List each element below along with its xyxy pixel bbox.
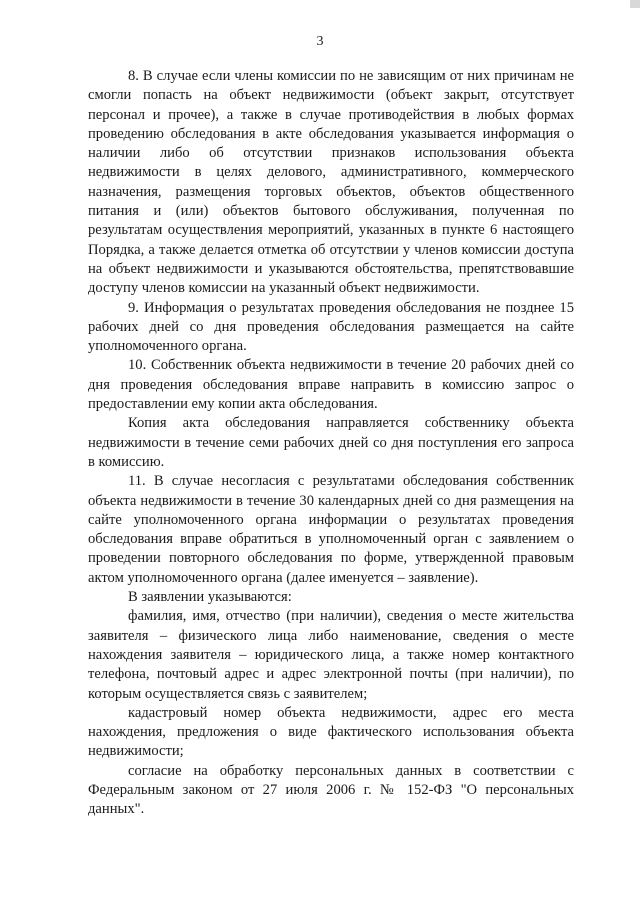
- paragraph-applicant-details: фамилия, имя, отчество (при наличии), сведения о месте жительства заявителя – физического лица либо наименование, сведения о месте нахождения заявителя – юридического лица, а также номер контактного телефона, почтовый адрес и адрес электронной почты (при наличии), по которым осуществляется связь с заявителем;: [88, 608, 574, 702]
- paragraph-copy-of-act: Копия акта обследования направляется собственнику объекта недвижимости в течение семи рабочих дней со дня поступления его запроса в комиссию.: [88, 415, 574, 470]
- page-number: 3: [316, 34, 324, 49]
- paragraph-8: 8. В случае если члены комиссии по не зависящим от них причинам не смогли попасть на объект недвижимости (объект закрыт, отсутствует персонал и прочее), а также в случае противодействия в любых формах проведению обследования в акте обследования указывается информация о наличии либо об отсутствии признаков использования объекта недвижимости в целях делового, административного, коммерческого назначения, размещения торговых объектов, объектов общественного питания и (или) объектов бытового обслуживания, полученная по результатам осуществления мероприятий, указанных в пункте 6 настоящего Порядка, а также делается отметка об отсутствии у членов комиссии доступа на объект недвижимости и указываются обстоятельства, препятствовавшие доступу членов комиссии на указанный объект недвижимости.: [88, 68, 574, 297]
- paragraph-11: 11. В случае несогласия с результатами обследования собственник объекта недвижимости в течение 30 календарных дней со дня размещения на сайте уполномоченного органа информации о результатах проведения обследования вправе обратиться в уполномоченный орган с заявлением о проведении повторного обследования по форме, утвержденной правовым актом уполномоченного органа (далее именуется – заявление).: [88, 473, 574, 586]
- paragraph-application-contents: В заявлении указываются:: [128, 589, 292, 606]
- paragraph-9: 9. Информация о результатах проведения обследования не позднее 15 рабочих дней со дня проведения обследования размещается на сайте уполномоченного органа.: [88, 299, 574, 355]
- paragraph-cadastral-number: кадастровый номер объекта недвижимости, адрес его места нахождения, предложения о виде фактического использования объекта недвижимости;: [88, 704, 574, 760]
- paragraph-consent: согласие на обработку персональных данных в соответствии с Федеральным законом от 27 июля 2006 г. № 152-ФЗ "О персональных данных".: [88, 762, 574, 818]
- document-body: [88, 67, 574, 820]
- scan-edge-mark: [630, 0, 640, 8]
- paragraph-10: 10. Собственник объекта недвижимости в течение 20 рабочих дней со дня проведения обследования вправе направить в комиссию запрос о предоставлении ему копии акта обследования.: [88, 357, 574, 413]
